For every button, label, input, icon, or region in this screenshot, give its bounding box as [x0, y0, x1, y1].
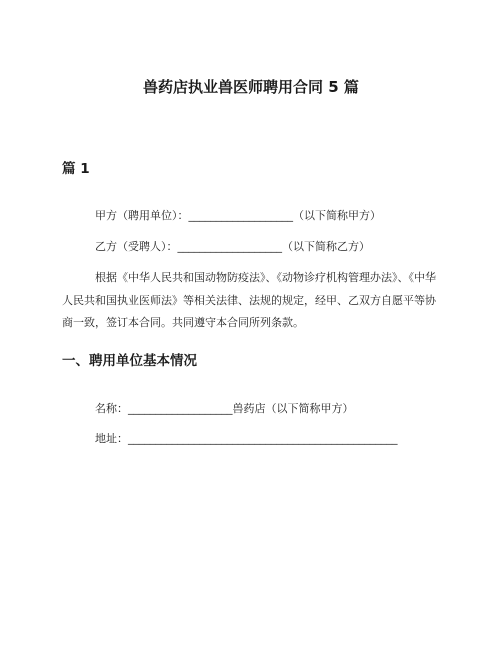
party-b-line: 乙方（受聘人）：___________________（以下简称乙方）: [95, 240, 370, 253]
employer-address-line: 地址：_________________________________________________: [95, 432, 398, 445]
employer-name-line: 名称：___________________兽药店（以下简称甲方）: [95, 402, 354, 415]
section-heading-employer-info: 一、聘用单位基本情况: [62, 353, 197, 369]
party-a-line: 甲方（聘用单位）：___________________（以下简称甲方）: [95, 209, 381, 222]
intro-paragraph: 根据《中华人民共和国动物防疫法》、《动物诊疗机构管理办法》、《中华人民共和国执业医师法》等相关法律、法规的规定，经甲、乙双方自愿平等协商一致，签订本合同。共同遵守本合同所列条款。: [62, 271, 436, 329]
document-title: 兽药店执业兽医师聘用合同 5 篇: [143, 78, 359, 96]
part-heading: 篇 1: [62, 161, 90, 177]
